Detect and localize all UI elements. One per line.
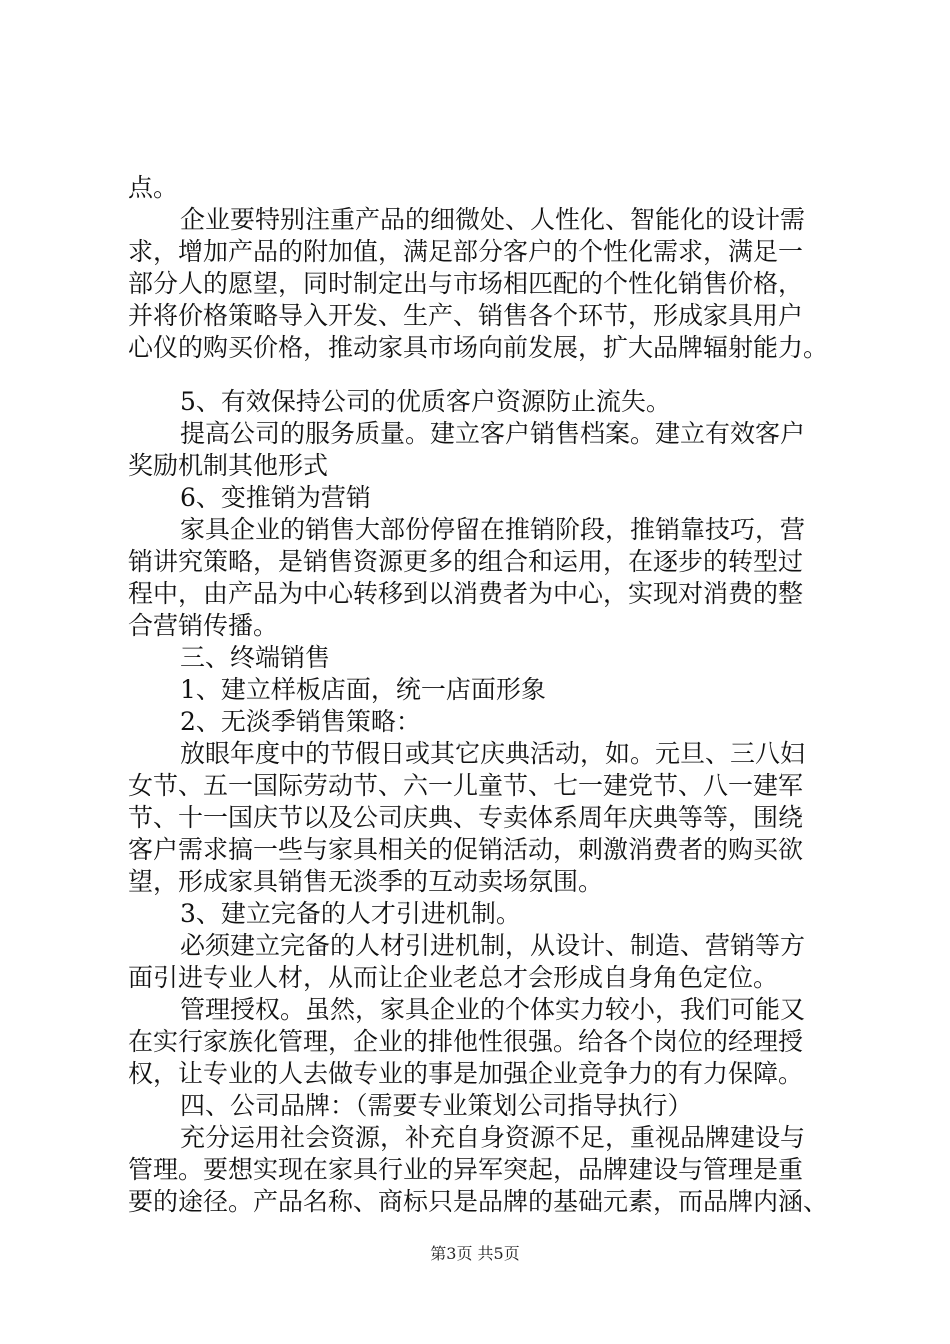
paragraph-start-line: 管理授权。虽然，家具企业的个体实力较小，我们可能又 <box>180 995 806 1024</box>
section-heading: 四、公司品牌：（需要专业策划公司指导执行） <box>180 1091 693 1120</box>
paragraph-start-line: 家具企业的销售大部份停留在推销阶段，推销靠技巧，营 <box>180 515 806 544</box>
paragraph-start-line: 企业要特别注重产品的细微处、人性化、智能化的设计需 <box>180 205 806 234</box>
page-footer: 第3页 共5页 <box>430 1244 520 1263</box>
text-line: 管理。要想实现在家具行业的异军突起，品牌建设与管理是重 <box>128 1155 804 1184</box>
text-line: 销讲究策略，是销售资源更多的组合和运用，在逐步的转型过 <box>128 547 804 576</box>
text-line: 节、十一国庆节以及公司庆典、专卖体系周年庆典等等，围绕 <box>128 803 804 832</box>
section-heading: 2、无淡季销售策略： <box>180 707 421 736</box>
text-line: 并将价格策略导入开发、生产、销售各个环节，形成家具用户 <box>128 301 804 330</box>
text-line: 程中，由产品为中心转移到以消费者为中心，实现对消费的整 <box>128 579 804 608</box>
section-heading: 5、有效保持公司的优质客户资源防止流失。 <box>180 387 671 416</box>
paragraph-start-line: 充分运用社会资源，补充自身资源不足，重视品牌建设与 <box>180 1123 806 1152</box>
section-heading: 1、建立样板店面，统一店面形象 <box>180 675 546 704</box>
section-heading: 6、变推销为营销 <box>180 483 371 512</box>
text-line: 女节、五一国际劳动节、六一儿童节、七一建党节、八一建军 <box>128 771 804 800</box>
section-heading: 3、建立完备的人才引进机制。 <box>180 899 521 928</box>
text-line: 望，形成家具销售无淡季的互动卖场氛围。 <box>128 867 604 896</box>
text-line: 求，增加产品的附加值，满足部分客户的个性化需求，满足一 <box>128 237 804 266</box>
text-line: 面引进专业人材，从而让企业老总才会形成自身角色定位。 <box>128 963 779 992</box>
text-line: 在实行家族化管理，企业的排他性很强。给各个岗位的经理授 <box>128 1027 804 1056</box>
text-line: 点。 <box>128 173 179 202</box>
paragraph-start-line: 必须建立完备的人材引进机制，从设计、制造、营销等方 <box>180 931 806 960</box>
text-line: 要的途径。产品名称、商标只是品牌的基础元素，而品牌内涵、 <box>128 1187 829 1216</box>
text-line: 奖励机制其他形式 <box>128 451 329 480</box>
paragraph-start-line: 放眼年度中的节假日或其它庆典活动，如。元旦、三八妇 <box>180 739 806 768</box>
text-line: 合营销传播。 <box>128 611 279 640</box>
section-heading: 三、终端销售 <box>180 643 331 672</box>
paragraph-gap <box>128 364 848 386</box>
body-text <box>128 172 848 1218</box>
text-line: 部分人的愿望，同时制定出与市场相匹配的个性化销售价格， <box>128 269 804 298</box>
paragraph-start-line: 提高公司的服务质量。建立客户销售档案。建立有效客户 <box>180 419 806 448</box>
text-line: 客户需求搞一些与家具相关的促销活动，刺激消费者的购买欲 <box>128 835 804 864</box>
text-line: 权，让专业的人去做专业的事是加强企业竞争力的有力保障。 <box>128 1059 804 1088</box>
text-line: 心仪的购买价格，推动家具市场向前发展，扩大品牌辐射能力。 <box>128 333 829 362</box>
